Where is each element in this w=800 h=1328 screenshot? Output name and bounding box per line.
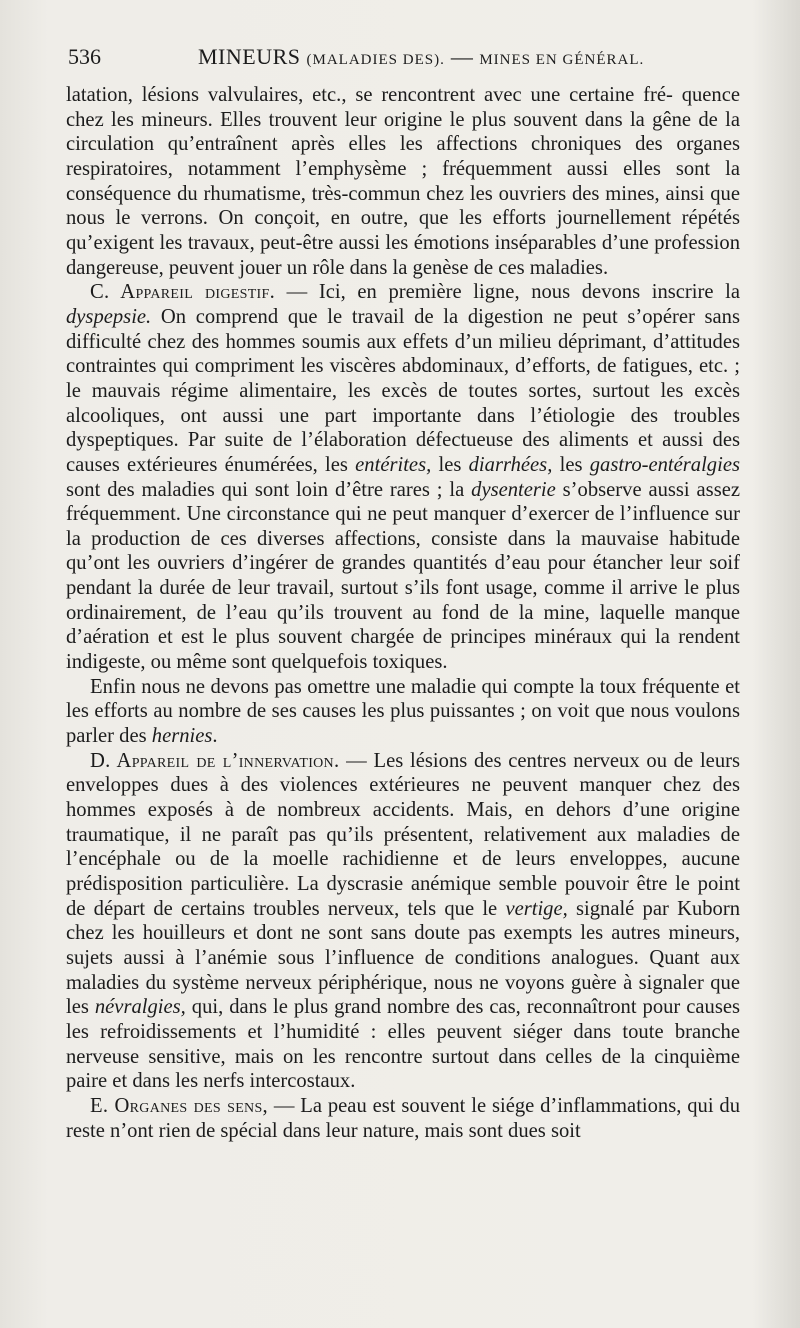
section-heading-sens: E. Organes des sens, — [90, 1094, 268, 1117]
section-heading-digestive: C. Appareil digestif. — [90, 281, 276, 304]
running-title-main: MINEURS — [198, 44, 301, 69]
line: la gêne de la circulation qu’entraînent après elles les affections chroniques — [66, 108, 740, 156]
text-run: la — [725, 281, 740, 304]
text-run: les — [431, 453, 469, 476]
running-title-subtitle: MINES EN GÉNÉRAL. — [479, 52, 645, 68]
page-number: 536 — [68, 44, 101, 69]
text-run: s’observe aussi assez fréquemment. Une circonstance qui ne peut manquer d’exercer de l’influence sur la production de ces diverses affections, consiste dans la mauvaise habitude qu’ont les ouvriers d’ingérer de grandes quantités d’eau pour étancher leur soif pendant la durée de leur travail, surtout s’ils font usage, comme il arrive le plus ordinairement, de l’eau qu’ils trouvent au fond de la mine, laquelle manque d’aération et est le plus souvent chargée de principes minéraux qui la rendent indigeste, ou même sont quelquefois toxiques. — [66, 478, 740, 674]
text-run: les — [552, 453, 590, 476]
running-header — [68, 44, 740, 74]
term-dyspepsie: dyspepsie. — [66, 305, 152, 328]
line: des organes respiratoires, notamment l’emphysème ; fréquemment aussi — [66, 133, 741, 180]
text-run: Enfin nous ne devons pas omettre une maladie qui compte la toux fréquente et les efforts au nombre de ses causes les plus puissantes ; on voit que nous voulons parler des — [66, 675, 740, 748]
section-heading-innervation: D. Appareil de l’innervation. — [90, 749, 340, 772]
running-title-paren: (MALADIES DES). — [306, 52, 445, 68]
paragraph-innervation — [66, 749, 740, 1094]
text-run: qui, dans le plus grand nombre des cas, reconnaîtront pour causes les refroidissements et l’humidité : elles peuvent siéger dans toute branche nerveuse sensitive, mais on les rencontre surtout dans celles de la cinquième paire et dans les nerfs intercostaux. — [66, 996, 741, 1093]
paragraph-hernies — [66, 675, 740, 749]
text-run: — Les lésions des centres nerveux ou de leurs enveloppes dues à des violences extérieures ne peuvent manquer chez des hommes exposés à de nombreux accidents. Mais, en dehors d’une origine traumatique, il ne paraît pas qu’ils présentent, relativement aux maladies de l’encéphale ou de la moelle rachidienne et de leurs enveloppes, aucune prédisposition particulière. La dyscrasie anémique semble pouvoir être le point de départ de certains troubles nerveux, tels que le — [66, 749, 740, 920]
line: inséparables d’une profession dangereuse, peuvent jouer un rôle dans la — [66, 231, 740, 279]
term-gastro-enteralgies: gastro-entéralgies — [589, 453, 740, 476]
term-dysenterie: dysenterie — [471, 478, 556, 501]
text-run: On comprend que le travail de la digestion ne peut s’opérer sans difficulté chez des hommes soumis aux effets d’un milieu déprimant, d’attitudes contraintes qui compriment les viscères abdominaux, d’efforts, de fatigues, etc. ; le mauvais régime alimentaire, les excès de toutes sortes, surtout les excès alcooliques, ont aussi une part importante dans l’étiologie des troubles dyspeptiques. Par suite de l’élaboration défectueuse des aliments et aussi des causes extérieures énumérées, les — [66, 305, 740, 476]
text-run: sont des maladies qui sont loin d’être rares ; la — [66, 478, 472, 501]
line: quence chez les mineurs. Elles trouvent leur origine le plus souvent dans — [66, 84, 740, 131]
running-title — [198, 44, 644, 70]
page-body — [66, 83, 740, 1143]
line: elles sont la conséquence du rhumatisme, très-commun chez les ouvriers — [66, 157, 740, 205]
term-enterites: entérites, — [355, 453, 432, 476]
text-run: . — [212, 725, 218, 748]
paragraph-digestive — [66, 280, 740, 675]
term-hernies: hernies — [151, 725, 213, 748]
term-vertige: vertige, — [505, 897, 568, 920]
paragraph-cardiac-continuation — [66, 83, 740, 280]
text-run: signalé par Kuborn chez les houilleurs et dont ne sont sans doute pas exempts les autres mineurs, sujets aussi à l’anémie sous l’influence de conditions analogues. Quant aux maladies du système nerveux périphérique, nous ne voyons guère à signaler que les — [66, 897, 740, 1019]
text-run: — Ici, en première ligne, nous devons inscrire — [275, 281, 714, 304]
line: genèse de ces maladies. — [412, 256, 609, 279]
text-run: — La peau est souvent le siége d’inflammations, qui du reste n’ont rien de spécial dans leur nature, mais sont dues soit — [66, 1094, 740, 1142]
line: des mines, ainsi que nous le verrons. On conçoit, en outre, que les efforts — [66, 182, 740, 230]
line: latation, lésions valvulaires, etc., se rencontrent avec une certaine fré- — [66, 84, 673, 106]
line: journellement répétés qu’exigent les travaux, peut-être aussi les émotions — [66, 207, 740, 254]
term-nevralgies: névralgies, — [94, 996, 186, 1019]
paragraph-sens — [66, 1094, 740, 1143]
running-title-dash: — — [450, 44, 474, 69]
term-diarrhees: diarrhées, — [468, 453, 553, 476]
